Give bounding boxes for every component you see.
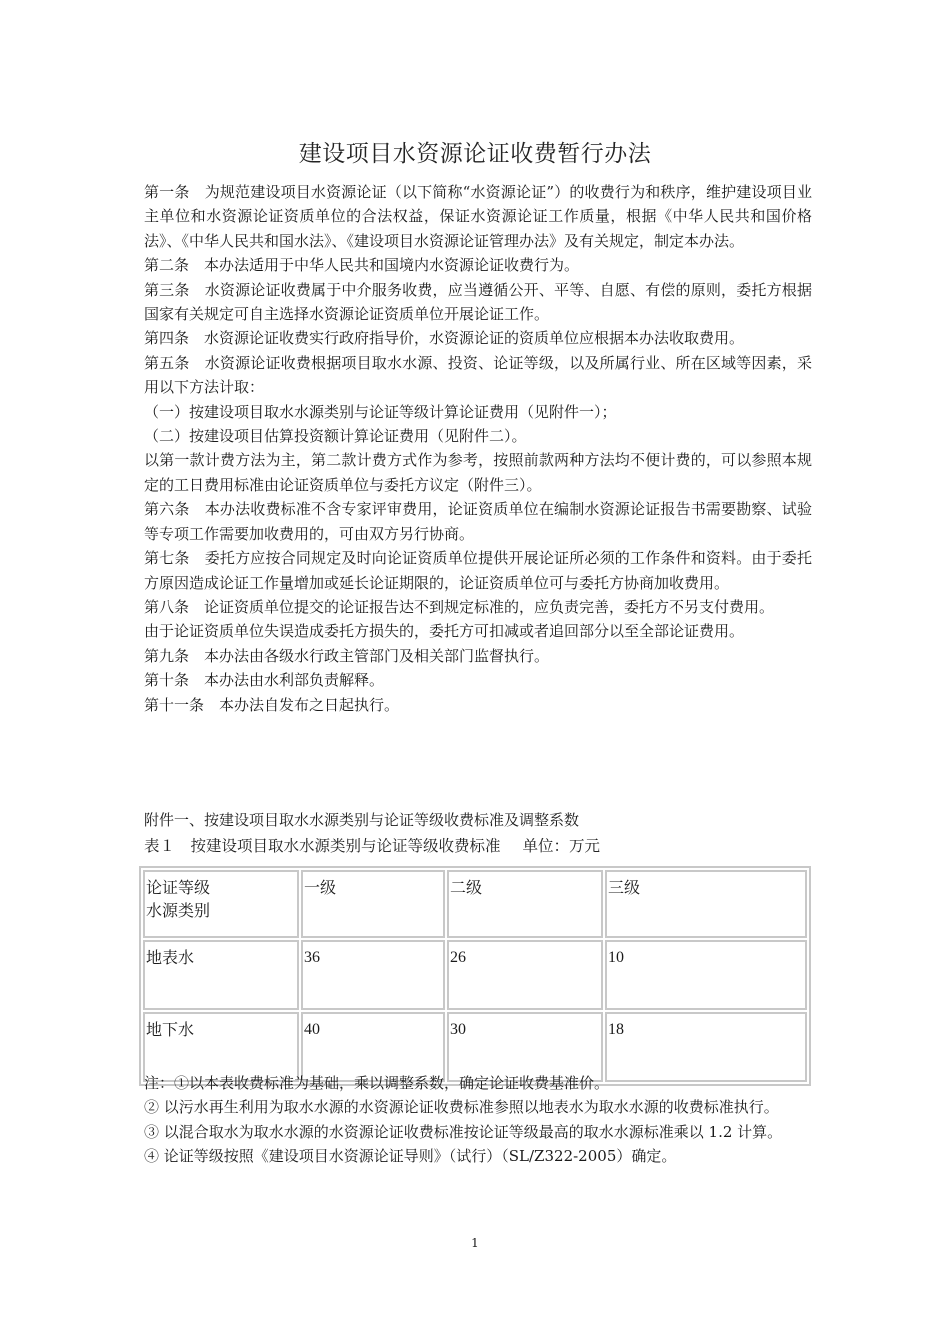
- article-8: 第八条 论证资质单位提交的论证报告达不到规定标准的，应负责完善，委托方不另支付费用。: [144, 597, 775, 616]
- table-notes: [144, 1071, 812, 1169]
- table-header-row: [143, 870, 807, 938]
- table-caption-text: 表１ 按建设项目取水水源类别与论证等级收费标准: [144, 837, 501, 855]
- article-10: 第十条 本办法由水利部负责解释。: [144, 671, 385, 690]
- header-level-1: 一级: [301, 870, 445, 938]
- article-5-note: 以第一款计费方法为主，第二款计费方式作为参考，按照前款两种方法均不便计费的，可以参照本规定的工日费用标准由论证资质单位与委托方议定（附件三）。: [144, 451, 812, 494]
- note-1: 注：①以本表收费标准为基础，乘以调整系数，确定论证收费基准价。: [144, 1074, 610, 1092]
- article-1: 第一条 为规范建设项目水资源论证（以下简称“水资源论证”）的收费行为和秩序，维护建设项目业主单位和水资源论证资质单位的合法权益，保证水资源论证工作质量，根据《中华人民共和国价格法》、《中华人民共和国水法》、《建设项目水资源论证管理办法》及有关规定，制定本办法。: [144, 183, 812, 250]
- page-number: 1: [471, 1236, 479, 1250]
- table-unit: 单位：万元: [522, 837, 601, 855]
- article-4: 第四条 水资源论证收费实行政府指导价，水资源论证的资质单位应根据本办法收取费用。: [144, 329, 745, 348]
- article-8-extra: 由于论证资质单位失误造成委托方损失的，委托方可扣减或者追回部分以至全部论证费用。: [144, 622, 745, 641]
- row-source-ground: 地下水: [143, 1012, 299, 1082]
- note-4: ④ 论证等级按照《建设项目水资源论证导则》（试行）（SL/Z322-2005）确定。: [144, 1147, 677, 1166]
- row-source-surface: 地表水: [143, 940, 299, 1010]
- table-row: [143, 940, 807, 1010]
- header-level-2: 二级: [447, 870, 603, 938]
- corner-cell: [143, 870, 299, 938]
- corner-source-label: 水源类别: [146, 901, 211, 920]
- article-2: 第二条 本办法适用于中华人民共和国境内水资源论证收费行为。: [144, 256, 580, 275]
- table-cell: 26: [447, 940, 603, 1010]
- corner-level-label: 论证等级: [146, 878, 211, 897]
- annex-heading: 附件一、按建设项目取水水源类别与论证等级收费标准及调整系数: [144, 811, 580, 829]
- table-cell: 40: [301, 1012, 445, 1082]
- article-3: 第三条 水资源论证收费属于中介服务收费，应当遵循公开、平等、自愿、有偿的原则，委托方根据国家有关规定可自主选择水资源论证资质单位开展论证工作。: [144, 280, 812, 324]
- article-9: 第九条 本办法由各级水行政主管部门及相关部门监督执行。: [144, 646, 550, 665]
- article-7: 第七条 委托方应按合同规定及时向论证资质单位提供开展论证所必须的工作条件和资料。由于委托方原因造成论证工作量增加或延长论证期限的，论证资质单位可与委托方协商加收费用。: [144, 549, 812, 592]
- document-body: [144, 180, 812, 717]
- table-cell: 36: [301, 940, 445, 1010]
- table-caption: [144, 834, 812, 858]
- fee-table: [139, 866, 811, 1086]
- table-cell: 10: [605, 940, 807, 1010]
- article-5-item-1: （一）按建设项目取水水源类别与论证等级计算论证费用（见附件一）；: [144, 402, 617, 421]
- header-level-3: 三级: [605, 870, 807, 938]
- table-cell: 30: [447, 1012, 603, 1082]
- article-6: 第六条 本办法收费标准不含专家评审费用，论证资质单位在编制水资源论证报告书需要勘察、试验等专项工作需要加收费用的，可由双方另行协商。: [144, 500, 812, 543]
- article-5-item-2: （二）按建设项目估算投资额计算论证费用（见附件二）。: [144, 427, 527, 446]
- article-5: 第五条 水资源论证收费根据项目取水水源、投资、论证等级，以及所属行业、所在区域等因素，采用以下方法计取：: [144, 353, 812, 397]
- article-11: 第十一条 本办法自发布之日起执行。: [144, 695, 400, 714]
- table-cell: 18: [605, 1012, 807, 1082]
- note-2: ② 以污水再生利用为取水水源的水资源论证收费标准参照以地表水为取水水源的收费标准执行。: [144, 1098, 779, 1117]
- note-3: ③ 以混合取水为取水水源的水资源论证收费标准按论证等级最高的取水水源标准乘以 1.2 计算。: [144, 1122, 783, 1141]
- document-title: 建设项目水资源论证收费暂行办法: [298, 141, 652, 167]
